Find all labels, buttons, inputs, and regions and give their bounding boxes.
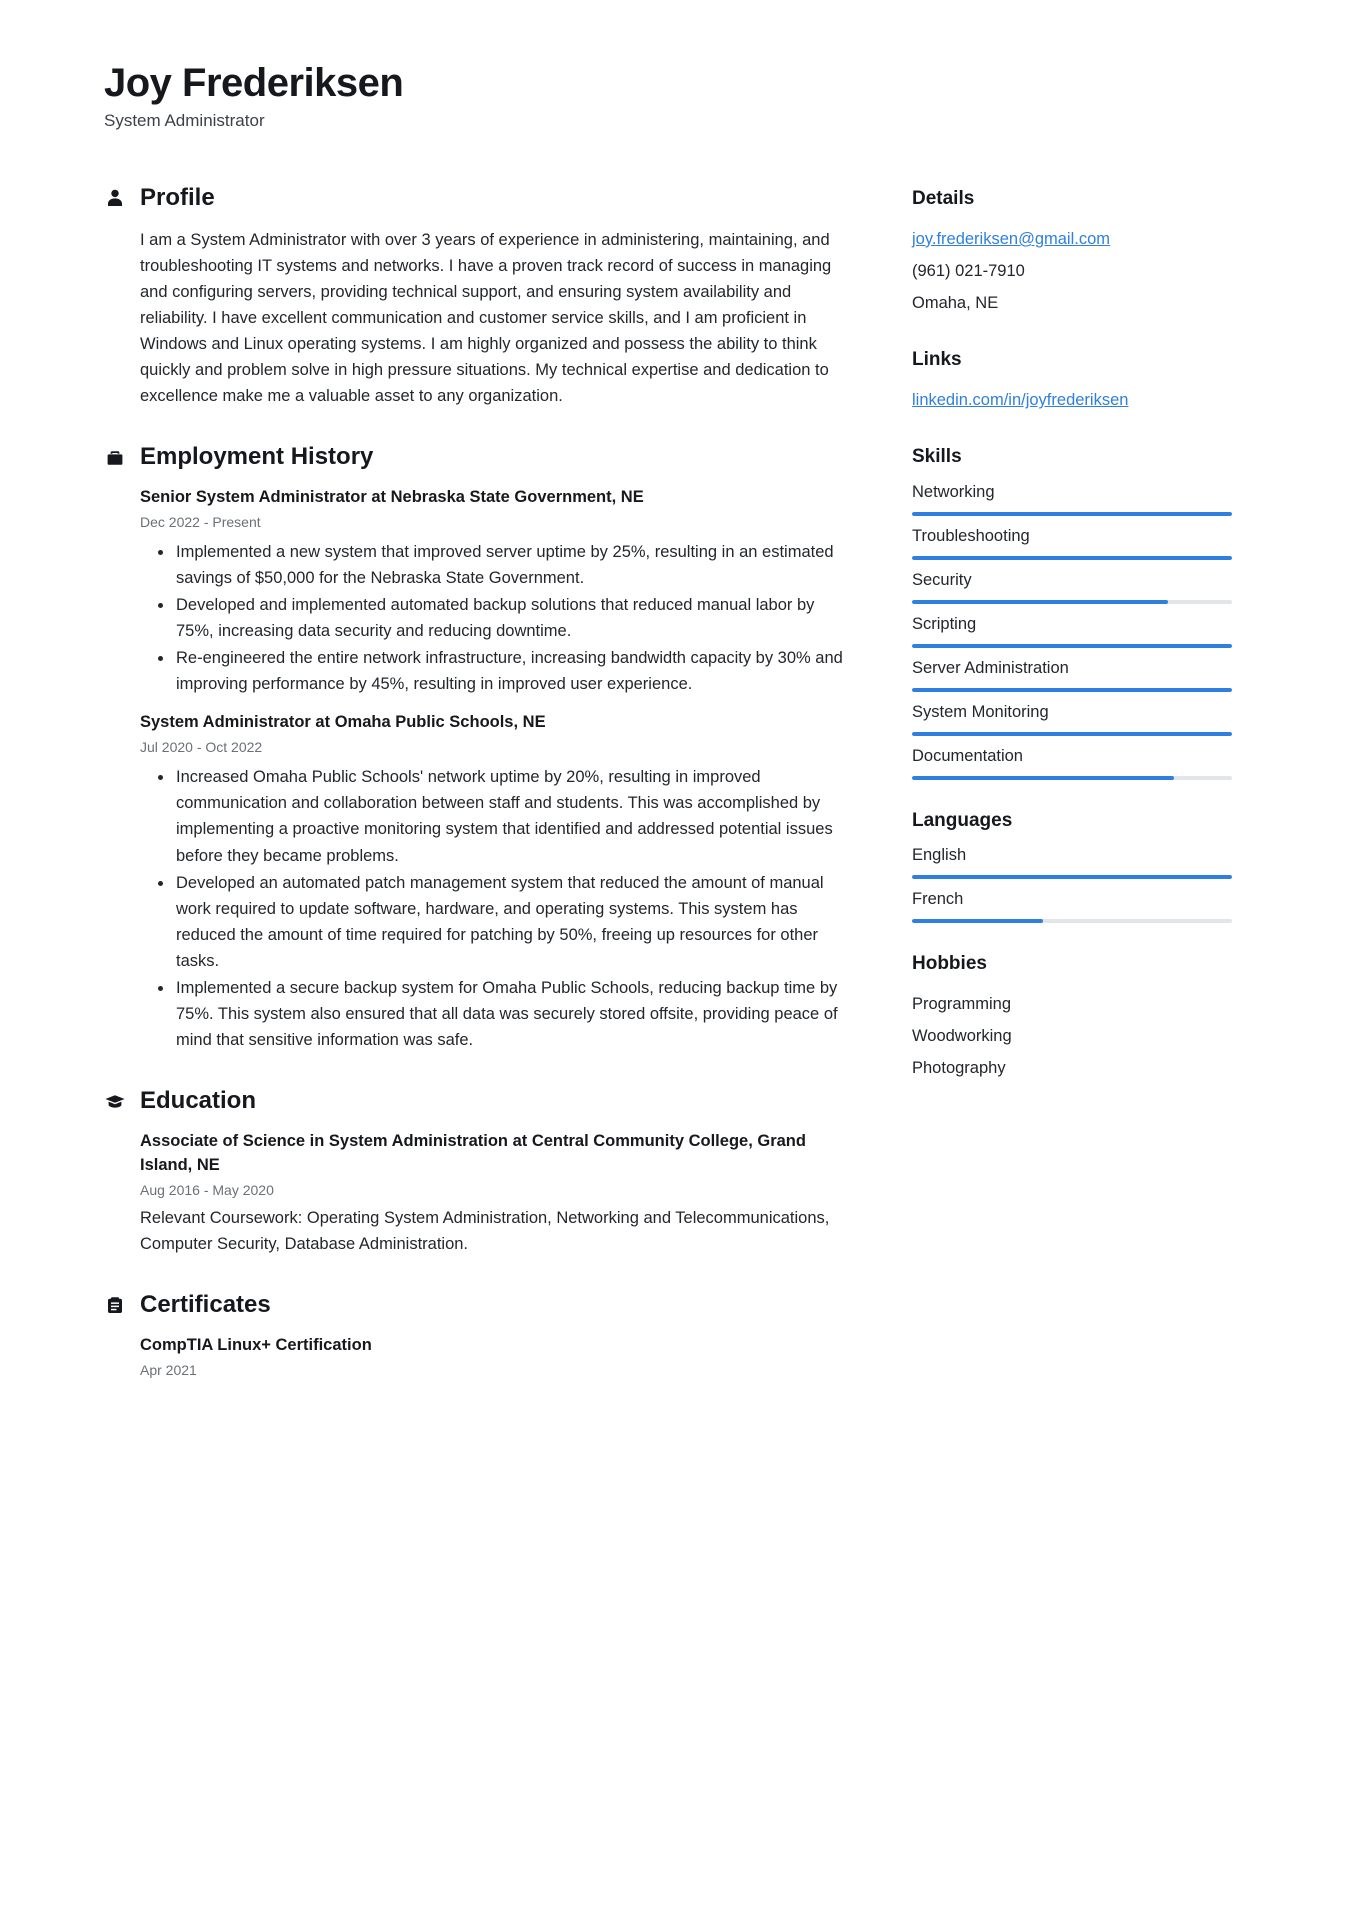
- candidate-name: Joy Frederiksen: [104, 61, 404, 105]
- education-entry-date: Aug 2016 - May 2020: [140, 1181, 274, 1198]
- list-item: Developed and implemented automated backup solutions that reduced manual labor by 75%, increasing data security and reducing downtime.: [176, 592, 844, 644]
- section-employment-body: [104, 486, 844, 1053]
- language-item: [912, 844, 1232, 879]
- skill-item: [912, 745, 1232, 780]
- skill-item: [912, 481, 1232, 516]
- employment-entry: [140, 711, 844, 758]
- skill-bar-track: [912, 688, 1232, 692]
- candidate-job-title: System Administrator: [104, 111, 265, 130]
- section-employment-title: Employment History: [140, 443, 374, 471]
- section-employment-head: [104, 443, 844, 472]
- skill-label: Networking: [912, 483, 995, 502]
- skill-bar-fill: [912, 644, 1232, 648]
- section-education: [104, 1087, 844, 1257]
- skill-bar-track: [912, 600, 1232, 604]
- skill-bar-fill: [912, 600, 1168, 604]
- user-icon: [104, 187, 126, 209]
- education-entry-title: Associate of Science in System Administration at Central Community College, Grand Island, NE: [140, 1131, 806, 1174]
- education-entry-note: Relevant Coursework: Operating System Administration, Networking and Telecommunications, Computer Security, Database Administration.: [140, 1208, 830, 1253]
- location-text: Omaha, NE: [912, 294, 999, 313]
- sidebar-links-title: Links: [912, 349, 962, 371]
- skill-label: Security: [912, 571, 972, 590]
- hobby-item: Woodworking: [912, 1027, 1012, 1046]
- sidebar-languages: [912, 810, 1232, 924]
- skill-bar-fill: [912, 512, 1232, 516]
- sidebar-details: [912, 188, 1232, 319]
- section-profile: [104, 184, 844, 409]
- certificate-entry-date: Apr 2021: [140, 1361, 197, 1378]
- skill-label: Documentation: [912, 746, 1023, 765]
- language-bar-track: [912, 875, 1232, 879]
- section-certificates-body: [104, 1334, 844, 1381]
- briefcase-icon: [104, 447, 126, 469]
- sidebar-skills: [912, 446, 1232, 779]
- skill-bar-fill: [912, 688, 1232, 692]
- skill-item: [912, 613, 1232, 648]
- language-item: [912, 888, 1232, 923]
- list-item: Implemented a new system that improved server uptime by 25%, resulting in an estimated savings of $50,000 for the Nebraska State Government.: [176, 539, 844, 591]
- section-certificates: [104, 1291, 844, 1381]
- resume-header: [104, 60, 1262, 132]
- language-label: French: [912, 890, 964, 909]
- sidebar-links: [912, 349, 1232, 416]
- language-label: English: [912, 846, 967, 865]
- employment-entry-date: Dec 2022 - Present: [140, 514, 261, 531]
- profile-text: I am a System Administrator with over 3 years of experience in administering, maintaining, and troubleshooting IT systems and networks. I have a proven track record of success in managing and configuring servers, providing technical support, and ensuring system availability and reliability. I have excellent communication and customer service skills, and I am proficient in Windows and Linux operating systems. I am highly organized and possess the ability to think quickly and problem solve in high pressure situations. My technical expertise and dedication to excellence make me a valuable asset to any organization.: [140, 230, 832, 406]
- skill-label: System Monitoring: [912, 702, 1049, 721]
- graduation-cap-icon: [104, 1090, 126, 1112]
- sidebar-hobbies-title: Hobbies: [912, 953, 987, 975]
- skill-label: Scripting: [912, 614, 977, 633]
- skill-bar-track: [912, 644, 1232, 648]
- employment-entry-bullets: [140, 764, 844, 1053]
- phone-text: (961) 021-7910: [912, 262, 1025, 281]
- skill-bar-track: [912, 732, 1232, 736]
- section-education-title: Education: [140, 1087, 257, 1115]
- skill-label: Troubleshooting: [912, 527, 1030, 546]
- sidebar-languages-title: Languages: [912, 809, 1013, 831]
- skill-bar-track: [912, 776, 1232, 780]
- certificate-entry-title: CompTIA Linux+ Certification: [140, 1335, 372, 1354]
- language-bar-track: [912, 919, 1232, 923]
- list-item: Increased Omaha Public Schools' network uptime by 20%, resulting in improved communication and collaboration between staff and students. This was accomplished by implementing a proactive monitoring system that identified and addressed potential issues before they became problems.: [176, 764, 844, 868]
- section-profile-title: Profile: [140, 184, 215, 212]
- section-education-head: [104, 1087, 844, 1116]
- linkedin-link[interactable]: linkedin.com/in/joyfrederiksen: [912, 391, 1129, 410]
- section-profile-body: [104, 227, 844, 409]
- section-employment: [104, 443, 844, 1053]
- skill-bar-fill: [912, 732, 1232, 736]
- skill-item: [912, 701, 1232, 736]
- email-link[interactable]: joy.frederiksen@gmail.com: [912, 229, 1111, 248]
- section-certificates-title: Certificates: [140, 1290, 271, 1318]
- list-item: Developed an automated patch management system that reduced the amount of manual work required to update software, hardware, and operating systems. This system has reduced the amount of time required for patching by 50%, freeing up resources for other tasks.: [176, 870, 844, 974]
- sidebar-hobbies: [912, 953, 1232, 1084]
- skill-item: [912, 657, 1232, 692]
- skill-bar-track: [912, 512, 1232, 516]
- skill-item: [912, 525, 1232, 560]
- skill-item: [912, 569, 1232, 604]
- language-bar-fill: [912, 875, 1232, 879]
- skill-bar-fill: [912, 776, 1174, 780]
- hobby-item: Programming: [912, 995, 1012, 1014]
- main-column: [104, 184, 844, 1414]
- skill-bar-fill: [912, 556, 1232, 560]
- resume-columns: [104, 184, 1262, 1414]
- employment-entry-date: Jul 2020 - Oct 2022: [140, 739, 263, 756]
- employment-entry-title: Senior System Administrator at Nebraska State Government, NE: [140, 488, 644, 507]
- education-entry: [140, 1130, 844, 1257]
- certificate-icon: [104, 1294, 126, 1316]
- sidebar-details-title: Details: [912, 188, 975, 210]
- section-certificates-head: [104, 1291, 844, 1320]
- sidebar: [912, 184, 1232, 1114]
- certificate-entry: [140, 1334, 844, 1381]
- skill-label: Server Administration: [912, 658, 1069, 677]
- sidebar-skills-title: Skills: [912, 446, 962, 468]
- section-profile-head: [104, 184, 844, 213]
- employment-entry-title: System Administrator at Omaha Public Schools, NE: [140, 713, 546, 732]
- employment-entry: [140, 486, 844, 533]
- hobby-item: Photography: [912, 1059, 1006, 1078]
- section-education-body: [104, 1130, 844, 1257]
- skill-bar-track: [912, 556, 1232, 560]
- language-bar-fill: [912, 919, 1043, 923]
- employment-entry-bullets: [140, 539, 844, 697]
- list-item: Re-engineered the entire network infrastructure, increasing bandwidth capacity by 30% and improving performance by 45%, resulting in improved user experience.: [176, 645, 844, 697]
- list-item: Implemented a secure backup system for Omaha Public Schools, reducing backup time by 75%. This system also ensured that all data was securely stored offsite, providing peace of mind that sensitive information was safe.: [176, 975, 844, 1053]
